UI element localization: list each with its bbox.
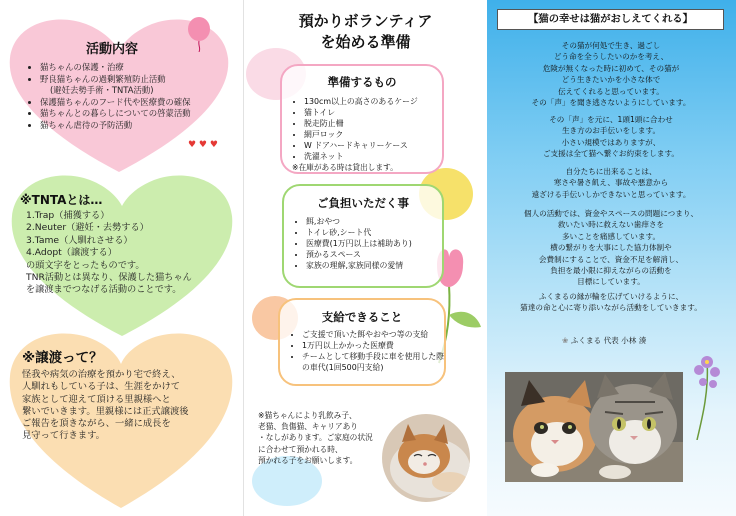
message-paragraph: 個人の活動では、資金やスペースの問題につまり、 救いたい時に救えない歯痒さを 多いことを痛感しています。 横の繋がりを大事にした協力体制や 会費制にすることで、資金不足を解消し、 負担を最小限に抑えながらの活動を 目標にしています。 <box>523 209 699 287</box>
transfer-line: 家族として迎えて頂ける里親様へと <box>22 393 171 405</box>
activity-item: • 野良猫ちゃんの過剰繁殖防止活動 <box>40 74 236 86</box>
note-line: に合わせて預かれる時、 <box>258 444 343 454</box>
activity-item: (避妊去勢手術・TNTA活動) <box>50 85 154 96</box>
activities-list <box>26 62 236 132</box>
transfer-text <box>22 369 237 443</box>
support-list <box>288 329 450 373</box>
flower-decoration-icon <box>677 350 735 440</box>
burden-item: • トイレ砂,シート代 <box>306 227 454 238</box>
tnta-line: 1.Trap（捕獲する） <box>26 210 110 221</box>
kitten-photo <box>380 412 472 504</box>
burden-item: • 預かるスペース <box>306 249 454 260</box>
transfer-line: 繋いでいきます。里親様には正式譲渡後 <box>22 405 189 417</box>
burden-item: • 餌,おやつ <box>306 216 454 227</box>
support-box <box>278 298 446 386</box>
prepare-box <box>280 64 444 174</box>
heading-line: 預かりボランティア <box>298 12 433 30</box>
note-line: 老猫、負傷猫、キャリアあり <box>258 422 358 432</box>
note-line: ・なしがあります。ご家庭の状況 <box>258 433 373 443</box>
support-title: 支給できること <box>321 310 403 324</box>
activity-item: • 保護猫ちゃんのフード代や医療費の確保 <box>40 97 236 109</box>
message-paragraph: その「声」を元に、1頭1頭に合わせ 生き方のお手伝いをします。 小さい規模ではありますが、 ご支援は全て猫へ繋ぐお約束をします。 <box>542 115 680 159</box>
prepare-list <box>290 96 454 162</box>
panel-activities <box>0 0 243 516</box>
activities-title: 活動内容 <box>86 42 139 57</box>
small-hearts-decoration: ♥ ♥ ♥ <box>188 140 218 150</box>
transfer-line: ご報告を頂きながら、一緒に成長を <box>22 418 171 430</box>
panel-message <box>487 0 736 516</box>
heading-line: を始める準備 <box>320 33 411 51</box>
prepare-item: • 洗濯ネット <box>304 151 454 162</box>
prepare-item: • W ドアハードキャリーケース <box>304 140 454 151</box>
transfer-line: 人馴れもしている子は、生涯をかけて <box>22 381 181 393</box>
transfer-line: 見守って行きます。 <box>22 430 105 442</box>
message-title: 【猫の幸せは猫がおしえてくれる】 <box>497 9 724 30</box>
burden-box <box>282 184 444 288</box>
transfer-line: 怪我や病気の治療を預かり宅で終え、 <box>22 369 181 380</box>
burden-item: • 家族の理解,家族同様の愛情 <box>306 260 454 271</box>
support-item: • チームとして移動手段に車を使用した際の車代(1回500円支給) <box>302 351 450 373</box>
prepare-item: • 130cm以上の高さのあるケージ <box>304 96 454 107</box>
tnta-line: 3.Tame（人馴れさせる） <box>26 234 133 246</box>
tnta-line: の頭文字をとったものです。 <box>26 259 145 271</box>
activity-item: • 猫ちゃんとの暮らしについての啓蒙活動 <box>40 108 236 120</box>
activity-item: • 猫ちゃん虐待の予防活動 <box>40 120 236 132</box>
message-paragraph: その猫が何処で生き、過ごし どう命を全うしたいのかを考え、 危険が無くなった時に初めて、その猫が どう生きたいかを小さな体で 伝えてくれると思っています。 その「声」を聞き逃さないようにしています。 <box>531 41 691 108</box>
signature-text: ふくまる 代表 小林 湊 <box>570 336 647 345</box>
support-item: • 1万円以上かかった医療費 <box>302 340 450 351</box>
note-line: ※猫ちゃんにより乳飲み子、 <box>258 411 357 420</box>
tnta-title: ※TNTAとは… <box>20 193 103 207</box>
prepare-item: • 網戸ロック <box>304 129 454 140</box>
pink-balloon-icon <box>186 16 212 52</box>
prepare-title: 準備するもの <box>327 75 397 89</box>
tnta-line: 4.Adopt（譲渡する） <box>26 247 117 259</box>
tnta-line: 2.Neuter（避妊・去勢する） <box>26 222 149 234</box>
support-item: • ご支援で頂いた餌やおやつ等の支給 <box>302 329 450 340</box>
page-heading <box>244 11 487 53</box>
burden-list <box>292 216 454 271</box>
tnta-text <box>26 210 241 297</box>
prepare-item: • 脱走防止柵 <box>304 118 454 129</box>
prepare-item: • 猫トイレ <box>304 107 454 118</box>
volunteer-note <box>258 410 388 466</box>
signature <box>562 335 646 346</box>
message-paragraph: ふくまるの縁が輪を広げていけるように、 猫達の命と心に寄り添いながら活動をしていきます。 <box>520 292 702 313</box>
burden-title: ご負担いただく事 <box>317 196 409 210</box>
tnta-line: TNR活動とは異なり、保護した猫ちゃん <box>26 272 192 284</box>
paw-icon: ❀ <box>562 336 571 345</box>
message-paragraph: 自分たちに出来ることは、 寒さや暑さ飢え、事故や悪意から 遠ざける手伝いしかできないと思っています。 <box>531 167 691 199</box>
panel-preparation <box>244 0 487 516</box>
activity-item: • 猫ちゃんの保護・治療 <box>40 62 236 74</box>
prepare-note: ※在庫がある時は貸出します。 <box>292 163 398 172</box>
tnta-line: を譲渡までつなげる活動のことです。 <box>26 284 182 296</box>
burden-item: • 医療費(1万円以上は補助あり) <box>306 238 454 249</box>
cats-photo <box>505 372 683 482</box>
transfer-title: ※譲渡って？ <box>22 350 103 366</box>
note-line: 預かれる子をお願いします。 <box>258 455 358 465</box>
